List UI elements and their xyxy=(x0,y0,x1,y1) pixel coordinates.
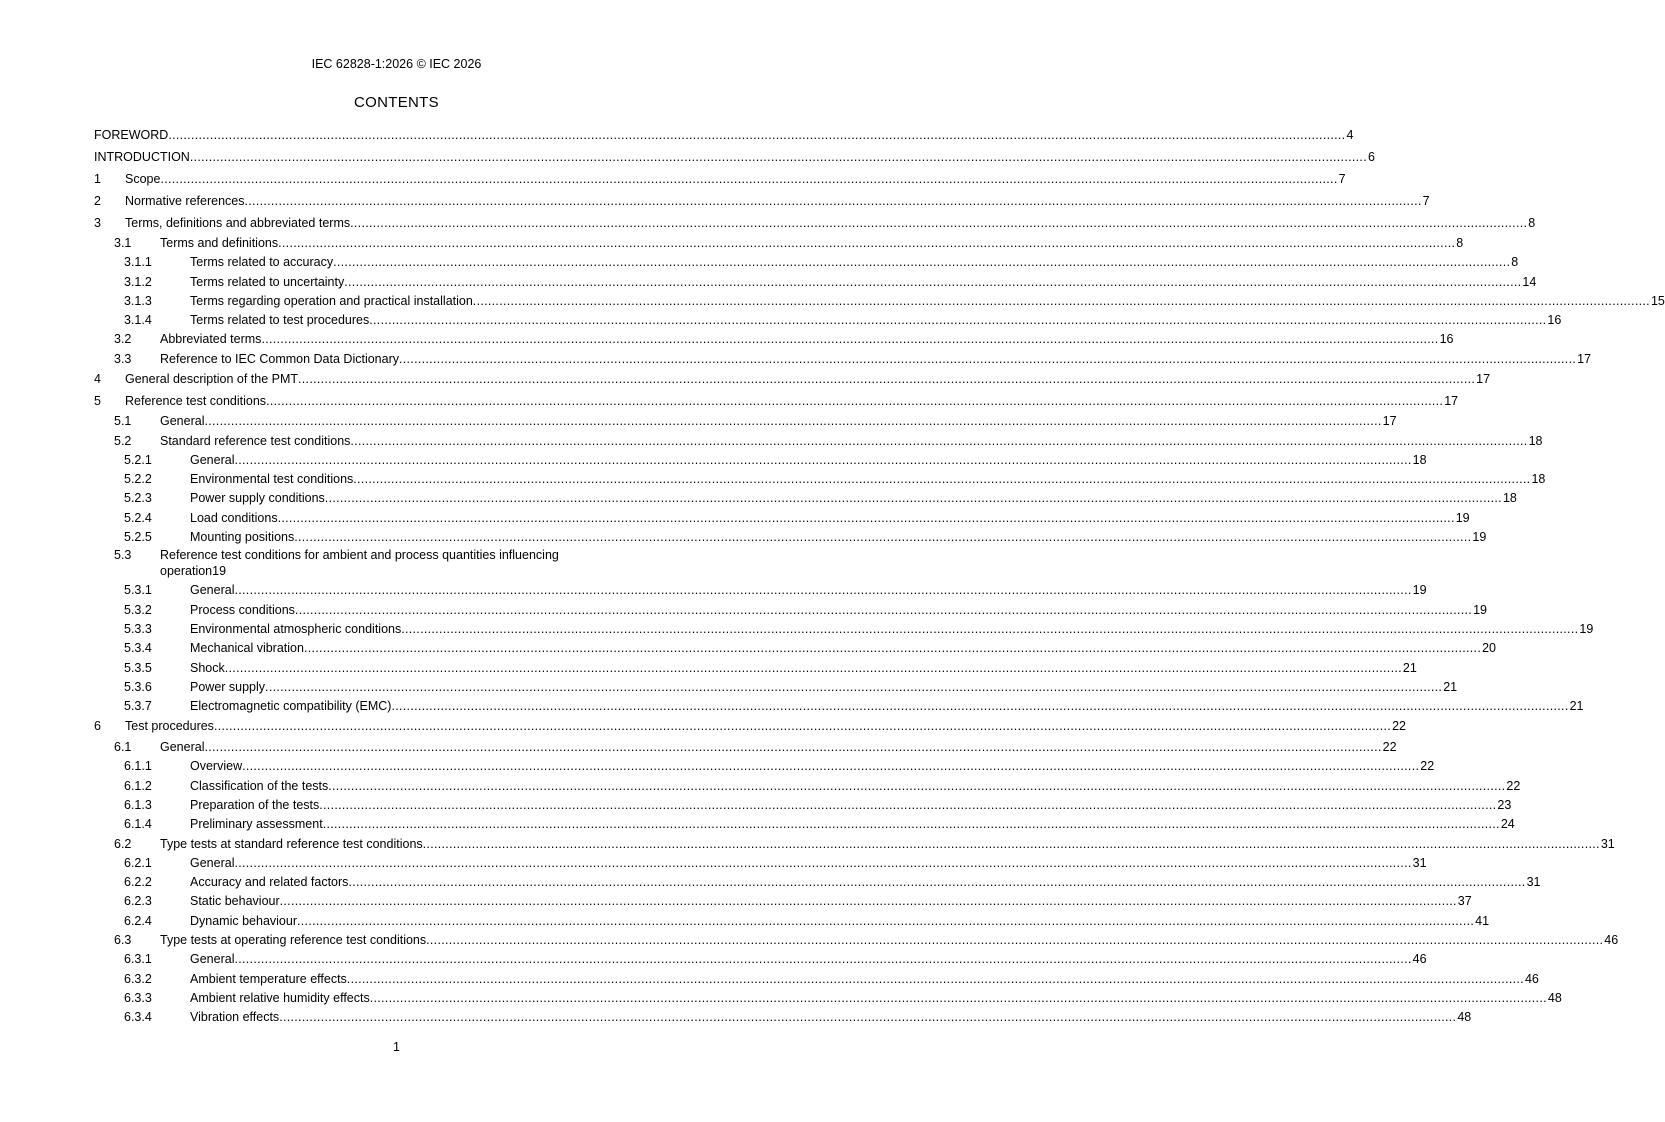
toc-number: 6.2.2 xyxy=(124,875,152,890)
leader-dots xyxy=(279,1010,1456,1025)
toc-title: INTRODUCTION xyxy=(94,150,190,164)
toc-entry[interactable] xyxy=(94,146,1375,168)
toc-entry[interactable] xyxy=(94,601,1487,620)
toc-number: 5.3.4 xyxy=(124,641,152,656)
toc-number: 6.2 xyxy=(114,836,132,851)
toc-page: 22 xyxy=(1506,778,1521,793)
toc-title: Reference to IEC Common Data Dictionary xyxy=(160,351,399,366)
toc-number: 5.2 xyxy=(114,433,132,448)
leader-dots xyxy=(347,972,1524,987)
toc-page: 24 xyxy=(1500,817,1515,832)
toc-page: 16 xyxy=(1547,313,1562,328)
toc-title: Electromagnetic compatibility (EMC) xyxy=(190,699,392,714)
toc-number: 6.1.3 xyxy=(124,797,152,812)
toc-entry[interactable] xyxy=(94,854,1427,873)
toc-entry[interactable] xyxy=(94,950,1427,969)
toc-number: 3.1.1 xyxy=(124,255,152,270)
toc-page: 18 xyxy=(1528,433,1543,448)
toc-number: 2 xyxy=(94,194,101,208)
toc-number: 5.3.7 xyxy=(124,699,152,714)
leader-dots xyxy=(265,680,1442,695)
toc-number: 5.2.1 xyxy=(124,452,152,467)
toc-number: 6.3.1 xyxy=(124,952,152,967)
toc-page: 7 xyxy=(1422,194,1430,208)
toc-page: 21 xyxy=(1443,679,1458,694)
toc-page: 8 xyxy=(1528,216,1536,230)
toc-entry[interactable] xyxy=(94,432,1543,451)
toc-number: 6.3 xyxy=(114,932,132,947)
toc-page: 4 xyxy=(1346,128,1354,142)
leader-dots xyxy=(328,779,1505,794)
toc-title: Process conditions xyxy=(190,602,295,617)
leader-dots xyxy=(214,719,1391,734)
leader-dots xyxy=(369,313,1546,328)
toc-page: 8 xyxy=(1456,236,1464,250)
toc-page: 31 xyxy=(1600,836,1615,851)
toc-title: General xyxy=(190,583,235,598)
toc-number: 5.1 xyxy=(114,414,132,429)
toc-entry[interactable] xyxy=(94,350,1592,369)
toc-page: 18 xyxy=(1502,491,1517,506)
toc-number: 3.1.2 xyxy=(124,274,152,289)
toc-entry[interactable] xyxy=(94,547,698,581)
toc-number: 5.3.2 xyxy=(124,602,152,617)
toc-title: Test procedures xyxy=(125,719,214,734)
toc-title: Abbreviated terms xyxy=(160,332,262,347)
leader-dots xyxy=(234,583,1411,598)
leader-dots xyxy=(278,236,1455,251)
toc-page: 6 xyxy=(1367,150,1375,164)
toc-page: 7 xyxy=(1338,172,1346,186)
toc-title: General description of the PMT xyxy=(125,372,298,387)
toc-entry[interactable] xyxy=(94,678,1458,697)
leader-dots xyxy=(401,622,1578,637)
toc-page: 17 xyxy=(1577,351,1592,366)
leader-dots xyxy=(399,352,1576,367)
leader-dots xyxy=(245,194,1422,209)
leader-dots xyxy=(234,856,1411,871)
toc-title: Vibration effects xyxy=(190,1010,280,1025)
toc-page: 21 xyxy=(1569,699,1584,714)
toc-title: Preparation of the tests xyxy=(190,797,320,812)
toc-entry[interactable] xyxy=(94,777,1521,796)
toc-entry[interactable] xyxy=(94,716,1406,738)
toc-page: 46 xyxy=(1604,932,1619,947)
toc-title: General xyxy=(190,952,235,967)
toc-title: Terms, definitions and abbreviated terms xyxy=(125,216,351,230)
toc-number: 3.1.3 xyxy=(124,293,152,308)
toc-title: Environmental test conditions xyxy=(190,472,354,487)
toc-title: Environmental atmospheric conditions xyxy=(190,621,402,636)
leader-dots xyxy=(344,275,1521,290)
page-number: 1 xyxy=(393,1040,400,1054)
toc-number: 5.3.6 xyxy=(124,679,152,694)
toc-entry[interactable] xyxy=(94,989,1562,1008)
toc-entry[interactable] xyxy=(94,391,1459,413)
leader-dots xyxy=(350,216,1527,231)
leader-dots xyxy=(350,434,1527,449)
toc-title: General xyxy=(160,740,205,755)
toc-page: 20 xyxy=(1482,641,1497,656)
leader-dots xyxy=(280,894,1457,909)
toc-page: 46 xyxy=(1412,952,1427,967)
toc-entry[interactable] xyxy=(94,369,1491,391)
toc-entry[interactable] xyxy=(94,212,1536,234)
toc-entry[interactable] xyxy=(94,931,1619,950)
leader-dots xyxy=(204,740,1381,755)
toc-number: 6.1 xyxy=(114,740,132,755)
toc-page: 48 xyxy=(1547,990,1562,1005)
toc-title: Terms and definitions xyxy=(160,236,279,250)
toc-number: 6.1.4 xyxy=(124,817,152,832)
toc-page: 19 xyxy=(1455,510,1470,525)
toc-entry[interactable] xyxy=(94,796,1512,815)
toc-entry[interactable] xyxy=(94,489,1517,508)
toc-entry[interactable] xyxy=(94,168,1346,190)
toc-page: 19 xyxy=(1412,583,1427,598)
leader-dots xyxy=(391,699,1568,714)
toc-page: 17 xyxy=(1476,372,1491,387)
toc-entry[interactable] xyxy=(94,470,1546,489)
toc-page: 17 xyxy=(1382,414,1397,429)
toc-entry[interactable] xyxy=(94,253,1519,272)
toc-entry[interactable] xyxy=(94,697,1584,716)
leader-dots xyxy=(333,255,1510,270)
toc-number: 5.3.5 xyxy=(124,660,152,675)
toc-entry[interactable] xyxy=(94,451,1427,470)
leader-dots xyxy=(298,372,1475,387)
toc-page: 15 xyxy=(1650,293,1665,308)
toc-page: 23 xyxy=(1497,797,1512,812)
toc-title: General xyxy=(160,414,205,429)
leader-dots xyxy=(294,530,1471,545)
toc-page: 16 xyxy=(1439,332,1454,347)
leader-dots xyxy=(426,933,1603,948)
toc-number: 3.2 xyxy=(114,332,132,347)
toc-number: 6.2.3 xyxy=(124,894,152,909)
leader-dots xyxy=(295,603,1472,618)
toc-entry[interactable] xyxy=(94,1008,1472,1027)
leader-dots xyxy=(225,661,1402,676)
table-of-contents xyxy=(94,124,1665,1027)
toc-title: Power supply xyxy=(190,679,266,694)
toc-title: Mechanical vibration xyxy=(190,641,304,656)
toc-page: 22 xyxy=(1392,719,1406,734)
toc-number: 3 xyxy=(94,216,101,230)
toc-page: 19 xyxy=(1473,602,1487,617)
toc-number: 6.3.2 xyxy=(124,971,152,986)
toc-number: 6.3.3 xyxy=(124,990,152,1005)
toc-number: 1 xyxy=(94,172,101,186)
toc-title: Normative references xyxy=(125,194,245,208)
leader-dots xyxy=(266,394,1443,409)
toc-entry[interactable] xyxy=(94,509,1470,528)
toc-title: Accuracy and related factors xyxy=(190,875,349,890)
toc-title: Shock xyxy=(190,660,225,675)
toc-title: Terms related to uncertainty xyxy=(190,274,345,289)
toc-number: 5.2.5 xyxy=(124,530,152,545)
toc-title: Ambient relative humidity effects xyxy=(190,990,370,1005)
toc-entry[interactable] xyxy=(94,873,1541,892)
toc-title: General xyxy=(190,855,235,870)
toc-page: 31 xyxy=(1526,875,1541,890)
toc-number: 5.2.2 xyxy=(124,472,152,487)
leader-dots xyxy=(304,641,1481,656)
toc-entry[interactable] xyxy=(94,292,1665,311)
leader-dots xyxy=(297,914,1474,929)
toc-number: 5.2.3 xyxy=(124,491,152,506)
toc-number: 5.2.4 xyxy=(124,510,152,525)
leader-dots xyxy=(423,837,1600,852)
toc-page: 8 xyxy=(1511,255,1519,270)
toc-page: 46 xyxy=(1524,971,1539,986)
toc-entry[interactable] xyxy=(94,835,1615,854)
leader-dots xyxy=(234,453,1411,468)
toc-title: Static behaviour xyxy=(190,894,280,909)
toc-number: 5.3 xyxy=(114,548,132,563)
toc-title: Classification of the tests xyxy=(190,778,329,793)
leader-dots xyxy=(234,952,1411,967)
leader-dots xyxy=(353,472,1530,487)
toc-entry[interactable] xyxy=(94,620,1594,639)
toc-number: 6.3.4 xyxy=(124,1010,152,1025)
toc-number: 6.2.1 xyxy=(124,855,152,870)
toc-entry[interactable] xyxy=(94,815,1515,834)
toc-title: Terms related to accuracy xyxy=(190,255,334,270)
toc-number: 6 xyxy=(94,719,101,734)
toc-page: 14 xyxy=(1522,274,1537,289)
toc-title: Type tests at standard reference test conditions xyxy=(160,836,423,851)
leader-dots xyxy=(278,511,1455,526)
leader-dots xyxy=(348,875,1525,890)
toc-entry[interactable] xyxy=(94,190,1430,212)
toc-entry[interactable] xyxy=(94,234,1464,253)
toc-page: 22 xyxy=(1420,759,1435,774)
toc-title-continued: operation xyxy=(160,564,213,579)
leader-dots xyxy=(319,798,1496,813)
toc-entry[interactable] xyxy=(94,970,1539,989)
toc-number: 3.3 xyxy=(114,351,132,366)
toc-page: 22 xyxy=(1382,740,1397,755)
toc-page: 31 xyxy=(1412,855,1427,870)
document-header: IEC 62828-1:2026 © IEC 2026 xyxy=(311,57,482,71)
toc-number: 4 xyxy=(94,372,101,387)
toc-title: General xyxy=(190,452,235,467)
toc-title: Scope xyxy=(125,172,161,186)
toc-number: 6.1.1 xyxy=(124,759,152,774)
leader-dots xyxy=(325,491,1502,506)
toc-entry[interactable] xyxy=(94,659,1417,678)
toc-entry[interactable] xyxy=(94,639,1497,658)
toc-title: Reference test conditions xyxy=(125,393,267,408)
toc-entry[interactable] xyxy=(94,273,1537,292)
toc-page: 17 xyxy=(1444,393,1459,408)
toc-number: 5.3.1 xyxy=(124,583,152,598)
toc-entry[interactable] xyxy=(94,412,1397,431)
toc-entry[interactable] xyxy=(94,330,1454,349)
toc-page: 19 xyxy=(1579,621,1594,636)
toc-entry[interactable] xyxy=(94,912,1490,931)
toc-number: 3.1.4 xyxy=(124,313,152,328)
toc-title: Overview xyxy=(190,759,243,774)
toc-entry[interactable] xyxy=(94,528,1487,547)
toc-page: 19 xyxy=(212,564,227,579)
toc-title: Load conditions xyxy=(190,510,278,525)
toc-number: 5 xyxy=(94,393,101,408)
toc-entry[interactable] xyxy=(94,892,1472,911)
toc-number: 6.1.2 xyxy=(124,778,152,793)
toc-page: 21 xyxy=(1402,660,1417,675)
toc-title: FOREWORD xyxy=(94,128,169,142)
toc-title: Terms regarding operation and practical installation xyxy=(190,293,473,308)
leader-dots xyxy=(204,414,1381,429)
leader-dots xyxy=(473,294,1650,309)
leader-dots xyxy=(261,332,1438,347)
leader-dots xyxy=(190,150,1367,165)
toc-page: 48 xyxy=(1457,1010,1472,1025)
toc-title: Dynamic behaviour xyxy=(190,913,297,928)
page-title: CONTENTS xyxy=(354,94,439,111)
toc-title: Terms related to test procedures xyxy=(190,313,370,328)
toc-number: 6.2.4 xyxy=(124,913,152,928)
leader-dots xyxy=(370,991,1547,1006)
toc-entry[interactable] xyxy=(94,581,1427,600)
leader-dots xyxy=(160,172,1337,187)
toc-title: Power supply conditions xyxy=(190,491,325,506)
toc-title: Ambient temperature effects xyxy=(190,971,347,986)
leader-dots xyxy=(168,128,1345,143)
toc-title: Type tests at operating reference test conditions xyxy=(160,932,427,947)
toc-entry[interactable] xyxy=(94,311,1562,330)
toc-entry[interactable] xyxy=(94,738,1397,757)
leader-dots xyxy=(323,817,1500,832)
toc-page: 19 xyxy=(1472,530,1487,545)
leader-dots xyxy=(242,759,1419,774)
toc-entry[interactable] xyxy=(94,757,1435,776)
toc-page: 37 xyxy=(1457,894,1472,909)
toc-title: Mounting positions xyxy=(190,530,295,545)
toc-title: Reference test conditions for ambient and process quantities influencing xyxy=(160,548,559,563)
toc-number: 3.1 xyxy=(114,236,132,250)
toc-page: 18 xyxy=(1531,472,1546,487)
toc-number: 5.3.3 xyxy=(124,621,152,636)
toc-entry[interactable] xyxy=(94,124,1354,146)
toc-title: Preliminary assessment xyxy=(190,817,323,832)
toc-page: 18 xyxy=(1412,452,1427,467)
toc-title: Standard reference test conditions xyxy=(160,433,351,448)
toc-page: 41 xyxy=(1475,913,1490,928)
